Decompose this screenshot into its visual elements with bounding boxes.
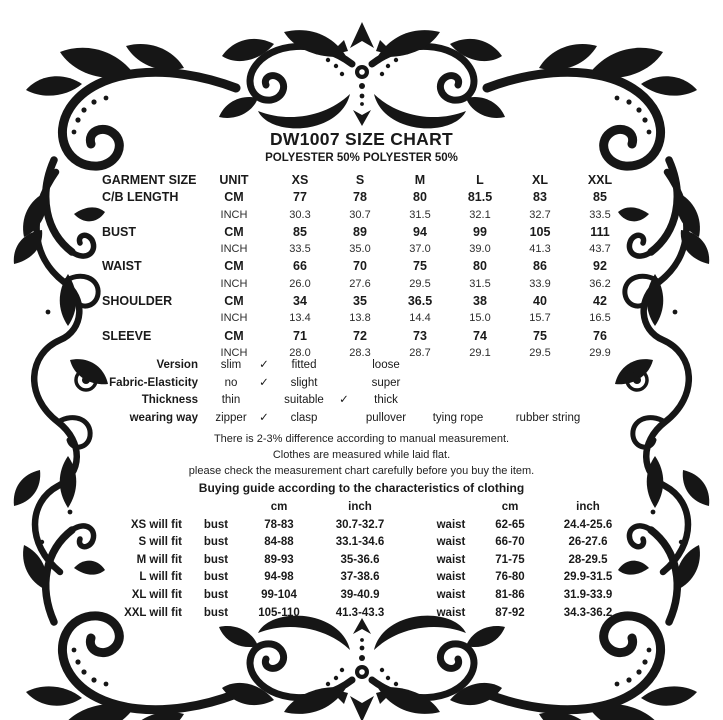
feature-option-cell: ✓ xyxy=(259,359,269,371)
size-value-cell: 28.0 xyxy=(289,346,311,359)
feature-option-cell: pullover xyxy=(365,411,407,424)
waist-fit-row xyxy=(424,605,634,623)
note-line: There is 2-3% difference according to manual measurement. xyxy=(213,433,510,445)
feature-label: Fabric-Elasticity xyxy=(109,376,198,389)
bust-fit-table xyxy=(88,499,404,622)
size-value-cell: 94 xyxy=(413,224,427,239)
size-value-cell: 33.5 xyxy=(589,208,611,221)
size-value-cell: 33.9 xyxy=(529,277,551,290)
size-table-header-row xyxy=(102,172,630,189)
size-value-cell: 89 xyxy=(353,224,367,239)
feature-option-cell: loose xyxy=(372,359,400,371)
bust-table-header-row xyxy=(88,499,404,517)
measurement-label: WAIST xyxy=(102,259,142,274)
size-value-cell: 36.2 xyxy=(589,277,611,290)
feature-option-cell: ✓ xyxy=(259,411,269,424)
measurement-label: SLEEVE xyxy=(102,328,152,343)
size-table-row xyxy=(102,310,630,327)
size-value-cell: 35.0 xyxy=(349,243,371,256)
unit-cell: INCH xyxy=(220,208,248,221)
unit-cell: CM xyxy=(224,328,244,343)
spacer xyxy=(424,499,478,517)
unit-cell: CM xyxy=(224,224,244,239)
feature-label: Version xyxy=(156,359,198,371)
size-value-cell: 32.1 xyxy=(469,208,491,221)
size-table-header-cell: S xyxy=(355,173,365,187)
inch-range: 37-38.6 xyxy=(340,571,380,584)
size-value-cell: 86 xyxy=(533,259,547,274)
cm-range: 94-98 xyxy=(264,571,294,584)
unit-cell: INCH xyxy=(220,312,248,325)
cm-range: 76-80 xyxy=(495,571,525,584)
note-line: please check the measurement chart carefully before you buy the item. xyxy=(188,464,535,477)
size-value-cell: 43.7 xyxy=(589,243,611,256)
unit-cell: INCH xyxy=(220,277,248,290)
size-table-body xyxy=(102,189,630,362)
fit-size-label: XL will fit xyxy=(131,588,182,601)
body-part-label: bust xyxy=(203,588,229,601)
cm-range: 81-86 xyxy=(495,588,525,601)
inch-range: 29.9-31.5 xyxy=(563,571,613,584)
size-table-header-cell: UNIT xyxy=(219,173,249,187)
feature-row xyxy=(102,357,598,375)
size-value-cell: 14.4 xyxy=(409,312,431,325)
size-value-cell: 80 xyxy=(413,190,427,205)
size-value-cell: 66 xyxy=(293,259,307,274)
feature-option-cell: zipper xyxy=(215,411,247,424)
body-part-label: waist xyxy=(436,588,466,601)
bust-fit-row xyxy=(88,534,404,552)
size-value-cell: 83 xyxy=(533,190,547,205)
fit-size-label: M will fit xyxy=(136,553,182,566)
size-value-cell: 71 xyxy=(293,328,307,343)
cm-range: 78-83 xyxy=(264,518,294,531)
cm-range: 105-110 xyxy=(258,606,300,619)
size-value-cell: 111 xyxy=(590,224,610,239)
feature-option-cell: fitted xyxy=(291,359,317,371)
inch-range: 30.7-32.7 xyxy=(335,518,385,531)
size-value-cell: 15.7 xyxy=(529,312,551,325)
feature-label: wearing way xyxy=(129,411,198,424)
body-part-label: waist xyxy=(436,571,466,584)
unit-cell: CM xyxy=(224,259,244,274)
size-value-cell: 39.0 xyxy=(469,243,491,256)
waist-fit-row xyxy=(424,534,634,552)
size-table-header-cell: XXL xyxy=(587,173,613,187)
size-value-cell: 29.5 xyxy=(529,346,551,359)
size-value-cell: 41.3 xyxy=(529,243,551,256)
size-value-cell: 78 xyxy=(353,190,367,205)
waist-table-body xyxy=(424,517,634,623)
body-part-label: bust xyxy=(203,571,229,584)
unit-cell: CM xyxy=(224,294,244,309)
cm-range: 66-70 xyxy=(495,536,525,549)
size-value-cell: 77 xyxy=(293,190,307,205)
inch-range: 39-40.9 xyxy=(340,588,380,601)
feature-option-cell: slim xyxy=(220,359,242,371)
fit-size-label: XS will fit xyxy=(130,518,182,531)
bust-table-body xyxy=(88,517,404,623)
size-table xyxy=(102,172,630,362)
body-part-label: waist xyxy=(436,518,466,531)
inch-range: 34.3-36.2 xyxy=(563,606,613,619)
bust-fit-row xyxy=(88,605,404,623)
feature-option-cell: super xyxy=(371,376,401,389)
size-value-cell: 26.0 xyxy=(289,277,311,290)
size-value-cell: 28.3 xyxy=(349,346,371,359)
size-table-row xyxy=(102,293,630,310)
size-table-header-cell: GARMENT SIZE xyxy=(102,173,197,187)
size-value-cell: 38 xyxy=(473,294,487,309)
cm-header: cm xyxy=(501,501,519,513)
size-table-header-cell: XS xyxy=(291,173,309,187)
size-table-row xyxy=(102,189,630,206)
size-value-cell: 75 xyxy=(533,328,547,343)
feature-option-cell: rubber string xyxy=(515,411,581,424)
size-value-cell: 28.7 xyxy=(409,346,431,359)
spacer xyxy=(190,499,242,517)
measurement-notes xyxy=(0,432,723,479)
garment-features xyxy=(102,357,598,427)
waist-table-header-row xyxy=(424,499,634,517)
size-value-cell: 72 xyxy=(353,328,367,343)
size-table-header-cell: L xyxy=(476,173,484,187)
cm-range: 89-93 xyxy=(264,553,294,566)
inch-header: inch xyxy=(576,501,600,513)
size-value-cell: 32.7 xyxy=(529,208,551,221)
size-value-cell: 80 xyxy=(473,259,487,274)
buying-guide-heading: Buying guide according to the characteristics of clothing xyxy=(198,481,525,495)
size-value-cell: 75 xyxy=(413,259,427,274)
size-value-cell: 99 xyxy=(473,224,487,239)
size-value-cell: 105 xyxy=(529,224,551,239)
size-value-cell: 27.6 xyxy=(349,277,371,290)
inch-range: 26-27.6 xyxy=(568,536,608,549)
size-value-cell: 85 xyxy=(593,190,607,205)
size-value-cell: 42 xyxy=(593,294,607,309)
size-value-cell: 40 xyxy=(533,294,547,309)
size-value-cell: 70 xyxy=(353,259,367,274)
size-table-row xyxy=(102,258,630,275)
cm-range: 84-88 xyxy=(264,536,294,549)
size-value-cell: 81.5 xyxy=(467,190,493,205)
page-title: DW1007 SIZE CHART xyxy=(269,129,454,149)
size-value-cell: 33.5 xyxy=(289,243,311,256)
body-part-label: bust xyxy=(203,518,229,531)
feature-option-cell: thick xyxy=(374,394,398,406)
unit-cell: CM xyxy=(224,190,244,205)
waist-fit-row xyxy=(424,517,634,535)
size-value-cell: 73 xyxy=(413,328,427,343)
inch-header: inch xyxy=(348,501,372,513)
size-table-row xyxy=(102,328,630,345)
feature-option-cell: ✓ xyxy=(339,394,349,406)
waist-fit-table xyxy=(424,499,634,622)
size-value-cell: 92 xyxy=(593,259,607,274)
size-value-cell: 34 xyxy=(293,294,307,309)
bust-fit-row xyxy=(88,587,404,605)
cm-range: 87-92 xyxy=(495,606,525,619)
inch-range: 31.9-33.9 xyxy=(563,588,613,601)
size-value-cell: 13.4 xyxy=(289,312,311,325)
feature-row xyxy=(102,392,598,410)
inch-range: 33.1-34.6 xyxy=(335,536,385,549)
bust-fit-row xyxy=(88,552,404,570)
size-table-row xyxy=(102,207,630,224)
feature-option-cell: ✓ xyxy=(259,376,269,389)
unit-cell: INCH xyxy=(220,243,248,256)
feature-row xyxy=(102,375,598,393)
bust-fit-row xyxy=(88,517,404,535)
measurement-label: C/B LENGTH xyxy=(102,190,179,205)
size-table-header-cell: XL xyxy=(532,173,548,187)
inch-range: 24.4-25.6 xyxy=(563,518,613,531)
cm-range: 99-104 xyxy=(261,588,297,601)
size-value-cell: 29.9 xyxy=(589,346,611,359)
size-table-row xyxy=(102,276,630,293)
inch-range: 28-29.5 xyxy=(568,553,608,566)
waist-fit-row xyxy=(424,569,634,587)
feature-option-cell: slight xyxy=(290,376,318,389)
body-part-label: waist xyxy=(436,553,466,566)
inch-range: 41.3-43.3 xyxy=(335,606,385,619)
feature-row xyxy=(102,410,598,428)
size-table-header-cell: M xyxy=(414,173,426,187)
body-part-label: bust xyxy=(203,606,229,619)
size-value-cell: 31.5 xyxy=(409,208,431,221)
bust-fit-row xyxy=(88,569,404,587)
inch-range: 35-36.6 xyxy=(340,553,380,566)
cm-range: 71-75 xyxy=(495,553,525,566)
size-value-cell: 74 xyxy=(473,328,487,343)
measurement-label: BUST xyxy=(102,224,137,239)
size-value-cell: 29.1 xyxy=(469,346,491,359)
size-value-cell: 15.0 xyxy=(469,312,491,325)
body-part-label: bust xyxy=(203,553,229,566)
cm-range: 62-65 xyxy=(495,518,525,531)
size-value-cell: 76 xyxy=(593,328,607,343)
feature-label: Thickness xyxy=(141,394,198,406)
measurement-label: SHOULDER xyxy=(102,294,173,309)
size-value-cell: 85 xyxy=(293,224,307,239)
size-value-cell: 36.5 xyxy=(407,294,433,309)
feature-option-cell: thin xyxy=(221,394,241,406)
size-value-cell: 37.0 xyxy=(409,243,431,256)
size-value-cell: 31.5 xyxy=(469,277,491,290)
cm-header: cm xyxy=(270,501,288,513)
body-part-label: bust xyxy=(203,536,229,549)
size-value-cell: 16.5 xyxy=(589,312,611,325)
size-table-row xyxy=(102,224,630,241)
size-value-cell: 29.5 xyxy=(409,277,431,290)
unit-cell: INCH xyxy=(220,346,248,359)
note-line: Clothes are measured while laid flat. xyxy=(272,448,451,461)
waist-fit-row xyxy=(424,552,634,570)
size-value-cell: 30.3 xyxy=(289,208,311,221)
material-subtitle: POLYESTER 50% POLYESTER 50% xyxy=(265,152,458,164)
body-part-label: waist xyxy=(436,536,466,549)
fit-size-label: S will fit xyxy=(138,536,182,549)
feature-option-cell: tying rope xyxy=(432,411,484,424)
size-table-row xyxy=(102,241,630,258)
feature-option-cell: suitable xyxy=(284,394,324,406)
waist-fit-row xyxy=(424,587,634,605)
feature-option-cell: no xyxy=(224,376,238,389)
feature-option-cell: clasp xyxy=(290,411,318,424)
fit-size-label: L will fit xyxy=(139,571,182,584)
size-value-cell: 13.8 xyxy=(349,312,371,325)
body-part-label: waist xyxy=(436,606,466,619)
spacer xyxy=(88,499,190,517)
size-value-cell: 30.7 xyxy=(349,208,371,221)
fit-size-label: XXL will fit xyxy=(124,606,182,619)
size-value-cell: 35 xyxy=(353,294,367,309)
